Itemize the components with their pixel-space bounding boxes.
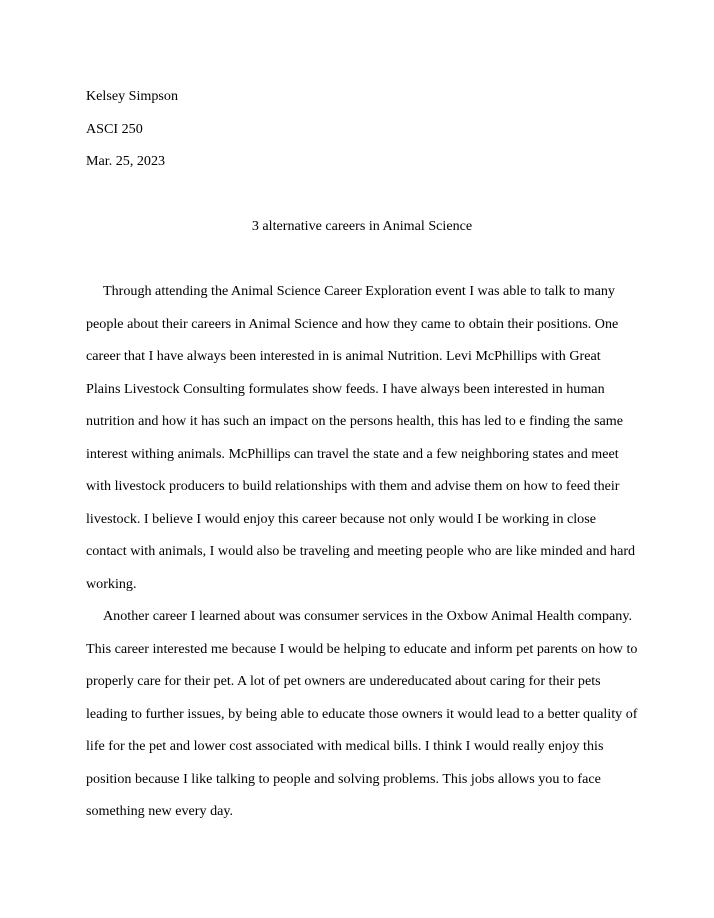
author-name: Kelsey Simpson: [86, 88, 179, 104]
paragraph-2: Another career I learned about was consumer services in the Oxbow Animal Health company. This career interested me because I would be helping to educate and inform pet parents on how to properly care for their pet. A lot of pet owners are undereducated about caring for their pets leading to further issues, by being able to educate those owners it would lead to a better quality of life for the pet and lower cost associated with medical bills. I think I would really enjoy this position because I like talking to people and solving problems. This jobs allows you to face something new every day.: [86, 608, 638, 819]
course-code: ASCI 250: [86, 120, 143, 137]
essay-title: 3 alternative careers in Animal Science: [251, 218, 473, 234]
document-date: Mar. 25, 2023: [86, 153, 166, 169]
document-body: [86, 80, 638, 828]
paragraph-1: Through attending the Animal Science Career Exploration event I was able to talk to many people about their careers in Animal Science and how they came to obtain their positions. One career that I have always been interested in is animal Nutrition. Levi McPhillips with Great Plains Livestock Consulting formulates show feeds. I have always been interested in human nutrition and how it has such an impact on the persons health, this has led to e finding the same interest withing animals. McPhillips can travel the state and a few neighboring states and meet with livestock producers to build relationships with them and advise them on how to feed their livestock. I believe I would enjoy this career because not only would I be working in close contact with animals, I would also be traveling and meeting people who are like minded and hard working.: [86, 283, 636, 592]
